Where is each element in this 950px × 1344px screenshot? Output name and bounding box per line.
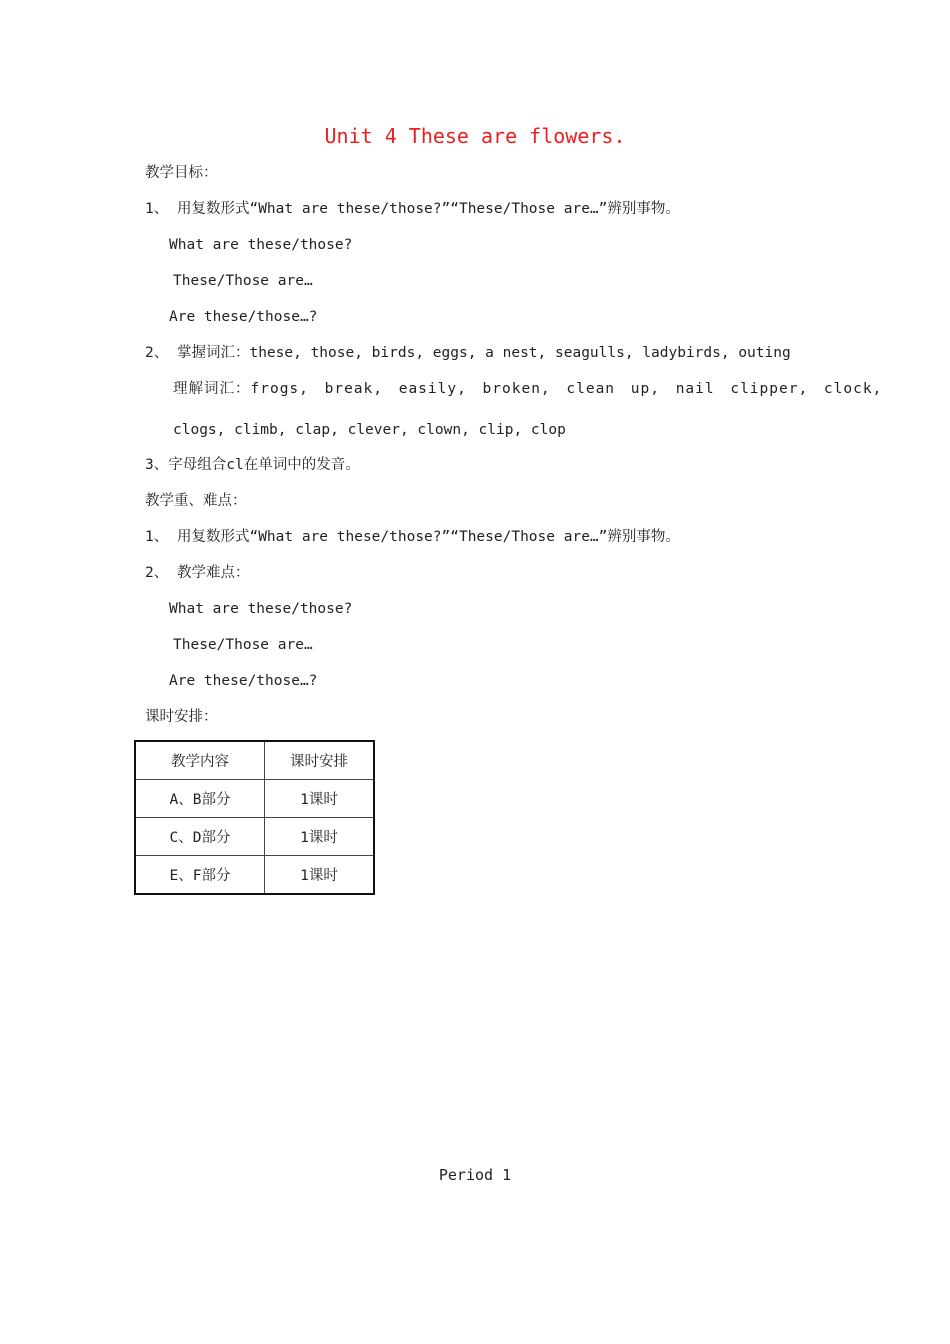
table-row — [135, 818, 374, 856]
table-header-cell: 课时安排 — [265, 741, 375, 780]
table-row — [135, 856, 374, 895]
key-points-heading: 教学重、难点： — [145, 493, 247, 509]
objective-item-2: 2、 掌握词汇：these, those, birds, eggs, a nest, seagulls, ladybirds, outing — [145, 345, 791, 361]
table-cell: E、F部分 — [135, 856, 265, 895]
objective-example-3: Are these/those…? — [169, 309, 318, 325]
table-cell: 1课时 — [265, 780, 375, 818]
schedule-heading: 课时安排： — [145, 709, 218, 725]
key-point-example-3: Are these/those…? — [169, 673, 318, 689]
table-cell: C、D部分 — [135, 818, 265, 856]
key-point-example-1: What are these/those? — [169, 601, 353, 617]
period-label: Period 1 — [438, 1166, 512, 1184]
table-cell: 1课时 — [265, 818, 375, 856]
table-cell: 1课时 — [265, 856, 375, 895]
objective-example-2: These/Those are… — [173, 273, 313, 289]
objective-item-1: 1、 用复数形式“What are these/those?”“These/Those are…”辨别事物。 — [145, 201, 680, 217]
objective-example-1: What are these/those? — [169, 237, 353, 253]
table-cell: A、B部分 — [135, 780, 265, 818]
table-header-cell: 教学内容 — [135, 741, 265, 780]
schedule-table — [134, 740, 375, 895]
key-point-example-2: These/Those are… — [173, 637, 313, 653]
page-title: Unit 4 These are flowers. — [324, 124, 626, 148]
key-point-item-2: 2、 教学难点： — [145, 565, 250, 581]
key-point-item-1: 1、 用复数形式“What are these/those?”“These/Those are…”辨别事物。 — [145, 529, 680, 545]
objective-item-2-vocab-cont: clogs, climb, clap, clever, clown, clip, clop — [173, 422, 566, 438]
objective-item-3: 3、字母组合cl在单词中的发音。 — [145, 457, 360, 473]
table-row — [135, 780, 374, 818]
objective-item-2-vocab: 理解词汇：frogs, break, easily, broken, clean up, nail clipper, clock, — [173, 381, 883, 397]
objectives-heading: 教学目标： — [145, 165, 218, 181]
table-header-row — [135, 741, 374, 780]
